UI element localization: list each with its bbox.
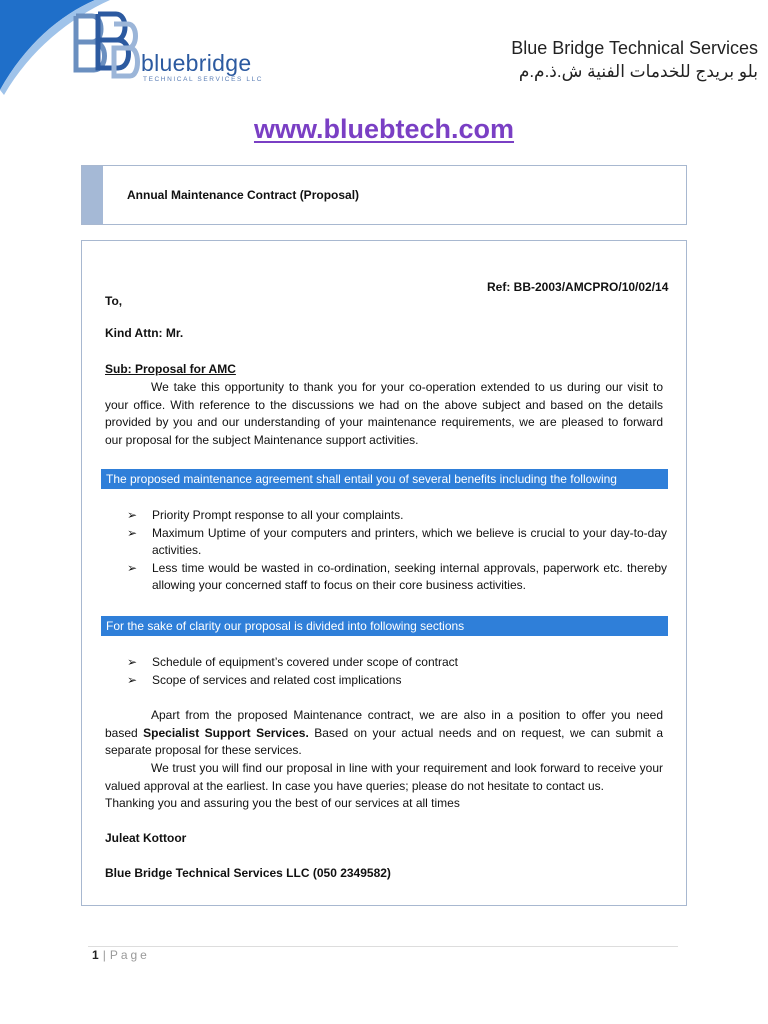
logo-wordmark: bluebridge [141, 50, 252, 76]
specialist-paragraph: Apart from the proposed Maintenance contract, we are also in a position to offer you need based Specialist Support Services. Based on your actual needs and on request, we can submit a separate proposal for these services. [105, 708, 664, 757]
list-item: ➢ Maximum Uptime of your computers and printers, which we believe is crucial to your day-to-day activities. [127, 525, 667, 557]
trust-paragraph: We trust you will find our proposal in line with your requirement and look forward to receive your valued approval at the earliest. In case you have queries; please do not hesitate to contact us. [105, 761, 663, 793]
kind-attention: Kind Attn: Mr. [105, 326, 184, 340]
company-contact: Blue Bridge Technical Services LLC (050 2349582) [105, 866, 391, 880]
arrow-bullet-icon: ➢ [127, 525, 138, 540]
sections-list [127, 654, 667, 689]
sections-banner: For the sake of clarity our proposal is divided into following sections [101, 616, 668, 636]
thanking-line: Thanking you and assuring you the best of our services at all times [105, 796, 460, 810]
subject-line: Sub: Proposal for AMC [105, 362, 236, 376]
signatory-name: Juleat Kottoor [105, 831, 187, 845]
document-title: Annual Maintenance Contract (Proposal) [127, 188, 360, 202]
specialist-services-emphasis: Specialist Support Services. [143, 725, 309, 740]
arrow-bullet-icon: ➢ [127, 655, 138, 669]
arrow-bullet-icon: ➢ [127, 560, 138, 575]
list-item: ➢ Schedule of equipment’s covered under scope of contract [127, 654, 667, 672]
arrow-bullet-icon: ➢ [127, 508, 138, 522]
logo-mark [70, 10, 142, 88]
footer-divider [88, 946, 678, 947]
list-item: ➢ Scope of services and related cost implications [127, 672, 667, 690]
arrow-bullet-icon: ➢ [127, 672, 138, 687]
benefits-list [127, 507, 667, 595]
intro-paragraph: We take this opportunity to thank you for your co-operation extended to us during our visit to your office. With reference to the discussions we had on the above subject and based on the details provided by you and our understanding of your maintenance requirements, we are pleased to forward our proposal for the subject Maintenance support activities. [105, 380, 663, 447]
list-item: ➢ Less time would be wasted in co-ordination, seeking internal approvals, paperwork etc. thereby allowing your concerned staff to focus on their core business activities. [127, 560, 667, 592]
to-line: To, [105, 294, 123, 308]
page-number: 1 [92, 948, 99, 962]
page-footer [92, 948, 150, 962]
footer-separator: | [102, 948, 106, 962]
reference-number: Ref: BB-2003/AMCPRO/10/02/14 [487, 280, 669, 294]
website-link[interactable]: www.bluebtech.com [253, 114, 515, 144]
title-box [81, 165, 687, 225]
company-name-arabic: بلو بريدج للخدمات الفنية ش.ذ.م.م [518, 62, 758, 81]
benefits-banner: The proposed maintenance agreement shall entail you of several benefits including the following [101, 469, 668, 489]
page-label: Page [109, 948, 150, 962]
title-accent-bar [82, 166, 103, 224]
logo-tagline: TECHNICAL SERVICES LLC [143, 76, 264, 83]
company-name-english: Blue Bridge Technical Services [511, 38, 758, 58]
list-item: ➢ Priority Prompt response to all your complaints. [127, 507, 667, 525]
